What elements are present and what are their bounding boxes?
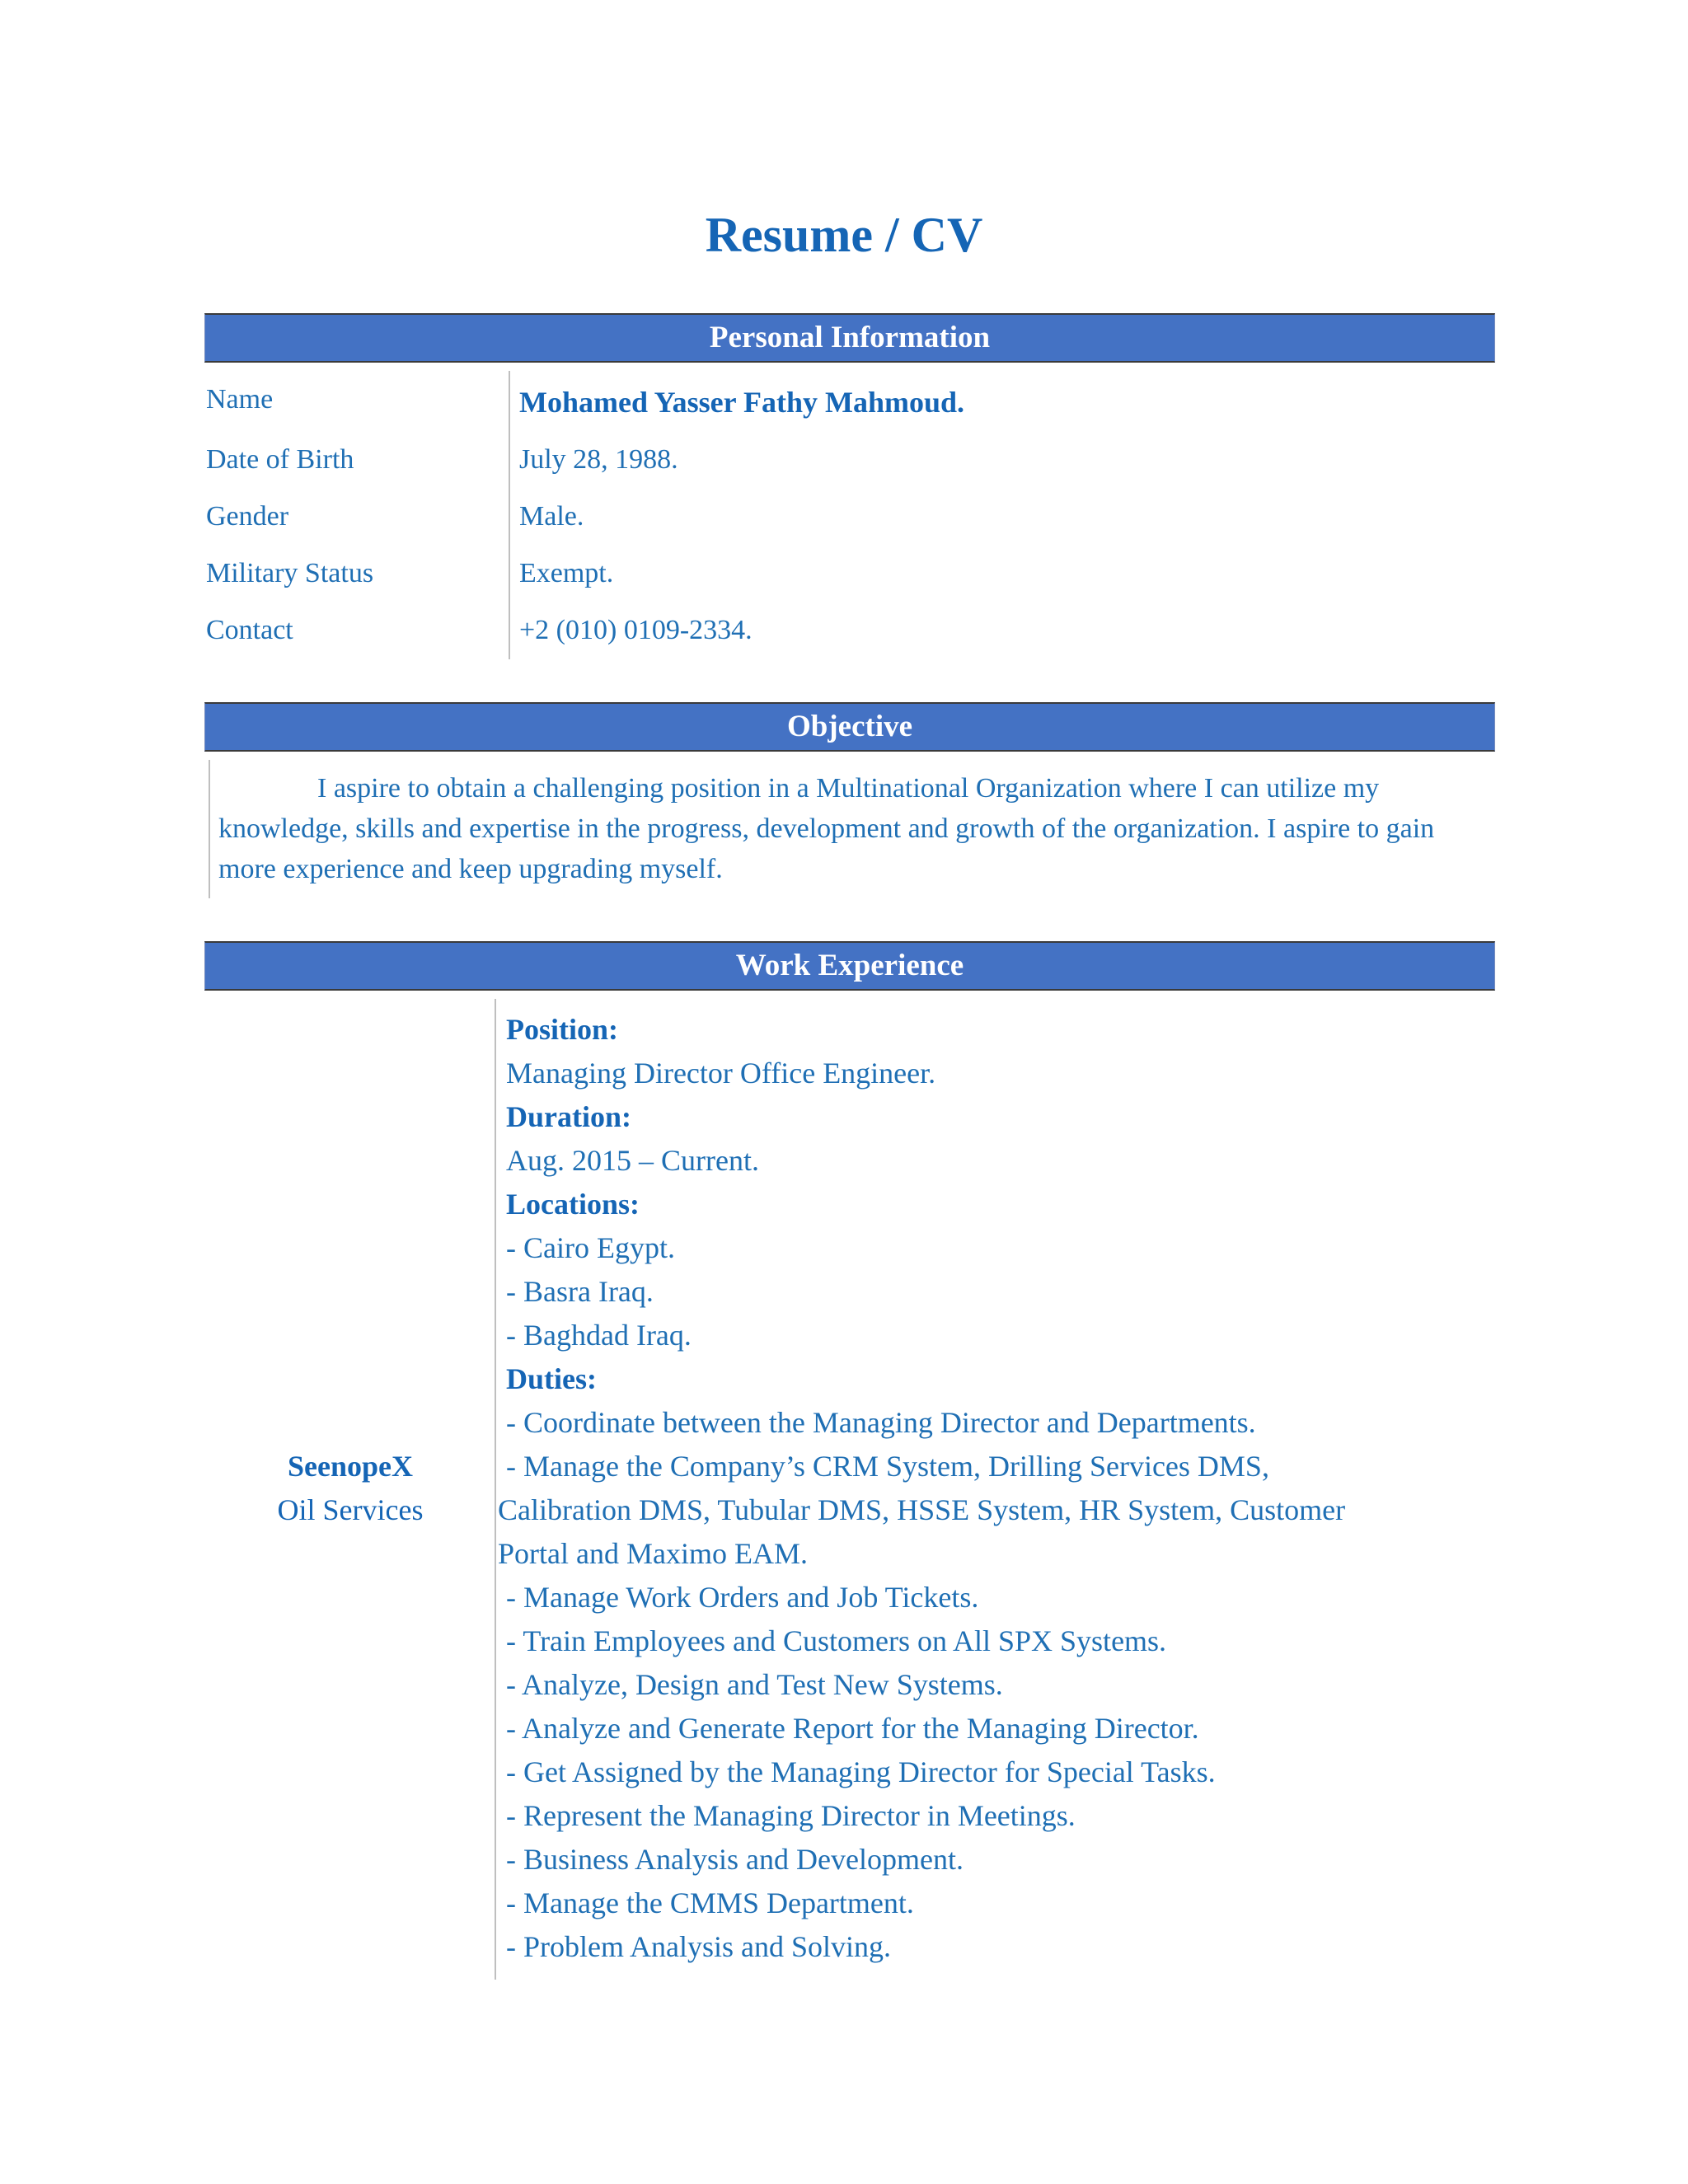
duty-item: - Analyze and Generate Report for the Managing Director. (506, 1712, 1199, 1745)
dob-value: July 28, 1988. (519, 444, 678, 475)
name-label: Name (206, 384, 274, 415)
duty-item: - Problem Analysis and Solving. (506, 1930, 891, 1963)
work-details (498, 1008, 1487, 1969)
military-status-label: Military Status (206, 558, 374, 588)
duty-item: - Get Assigned by the Managing Director for Special Tasks. (506, 1755, 1216, 1788)
duty-item-continued: Portal and Maximo EAM. (498, 1537, 808, 1570)
position-value: Managing Director Office Engineer. (506, 1057, 936, 1090)
duty-item: - Business Analysis and Development. (506, 1843, 964, 1876)
section-header-work-experience: Work Experience (204, 941, 1495, 991)
duration-value: Aug. 2015 – Current. (506, 1144, 759, 1177)
duty-item: - Analyze, Design and Test New Systems. (506, 1668, 1003, 1701)
duty-item-continued: Calibration DMS, Tubular DMS, HSSE System, HR System, Customer (498, 1493, 1346, 1526)
duty-item: - Represent the Managing Director in Meetings. (506, 1799, 1076, 1832)
dob-label: Date of Birth (206, 444, 354, 475)
duty-item: - Train Employees and Customers on All SPX Systems. (506, 1624, 1167, 1657)
position-label: Position: (506, 1013, 619, 1046)
location-item: - Baghdad Iraq. (506, 1319, 692, 1352)
duty-item: - Coordinate between the Managing Director and Departments. (506, 1406, 1256, 1439)
contact-value: +2 (010) 0109-2334. (519, 615, 753, 645)
work-column-divider (495, 999, 496, 1980)
contact-label: Contact (206, 615, 293, 645)
location-item: - Cairo Egypt. (506, 1231, 675, 1264)
gender-value: Male. (519, 501, 584, 532)
company-type: Oil Services (277, 1493, 424, 1526)
section-header-objective: Objective (204, 702, 1495, 752)
objective-divider (209, 760, 210, 898)
name-value: Mohamed Yasser Fathy Mahmoud. (519, 386, 965, 419)
duration-label: Duration: (506, 1100, 631, 1133)
duties-label: Duties: (506, 1362, 597, 1395)
duty-item: - Manage Work Orders and Job Tickets. (506, 1581, 979, 1614)
military-status-value: Exempt. (519, 558, 614, 588)
section-header-personal-information: Personal Information (204, 313, 1495, 363)
company-name: SeenopeX (288, 1450, 413, 1483)
location-item: - Basra Iraq. (506, 1275, 654, 1308)
locations-label: Locations: (506, 1188, 640, 1221)
column-divider (509, 371, 510, 659)
gender-label: Gender (206, 501, 289, 532)
document-title: Resume / CV (705, 208, 983, 262)
duty-item: - Manage the Company’s CRM System, Drilling Services DMS, (506, 1450, 1269, 1483)
objective-text: I aspire to obtain a challenging position in a Multinational Organization where I can utilize my knowledge, skills and expertise in the progress, development and growth of the organization. I aspire to gain more experience and keep upgrading myself. (218, 773, 1435, 884)
duty-item: - Manage the CMMS Department. (506, 1886, 914, 1919)
